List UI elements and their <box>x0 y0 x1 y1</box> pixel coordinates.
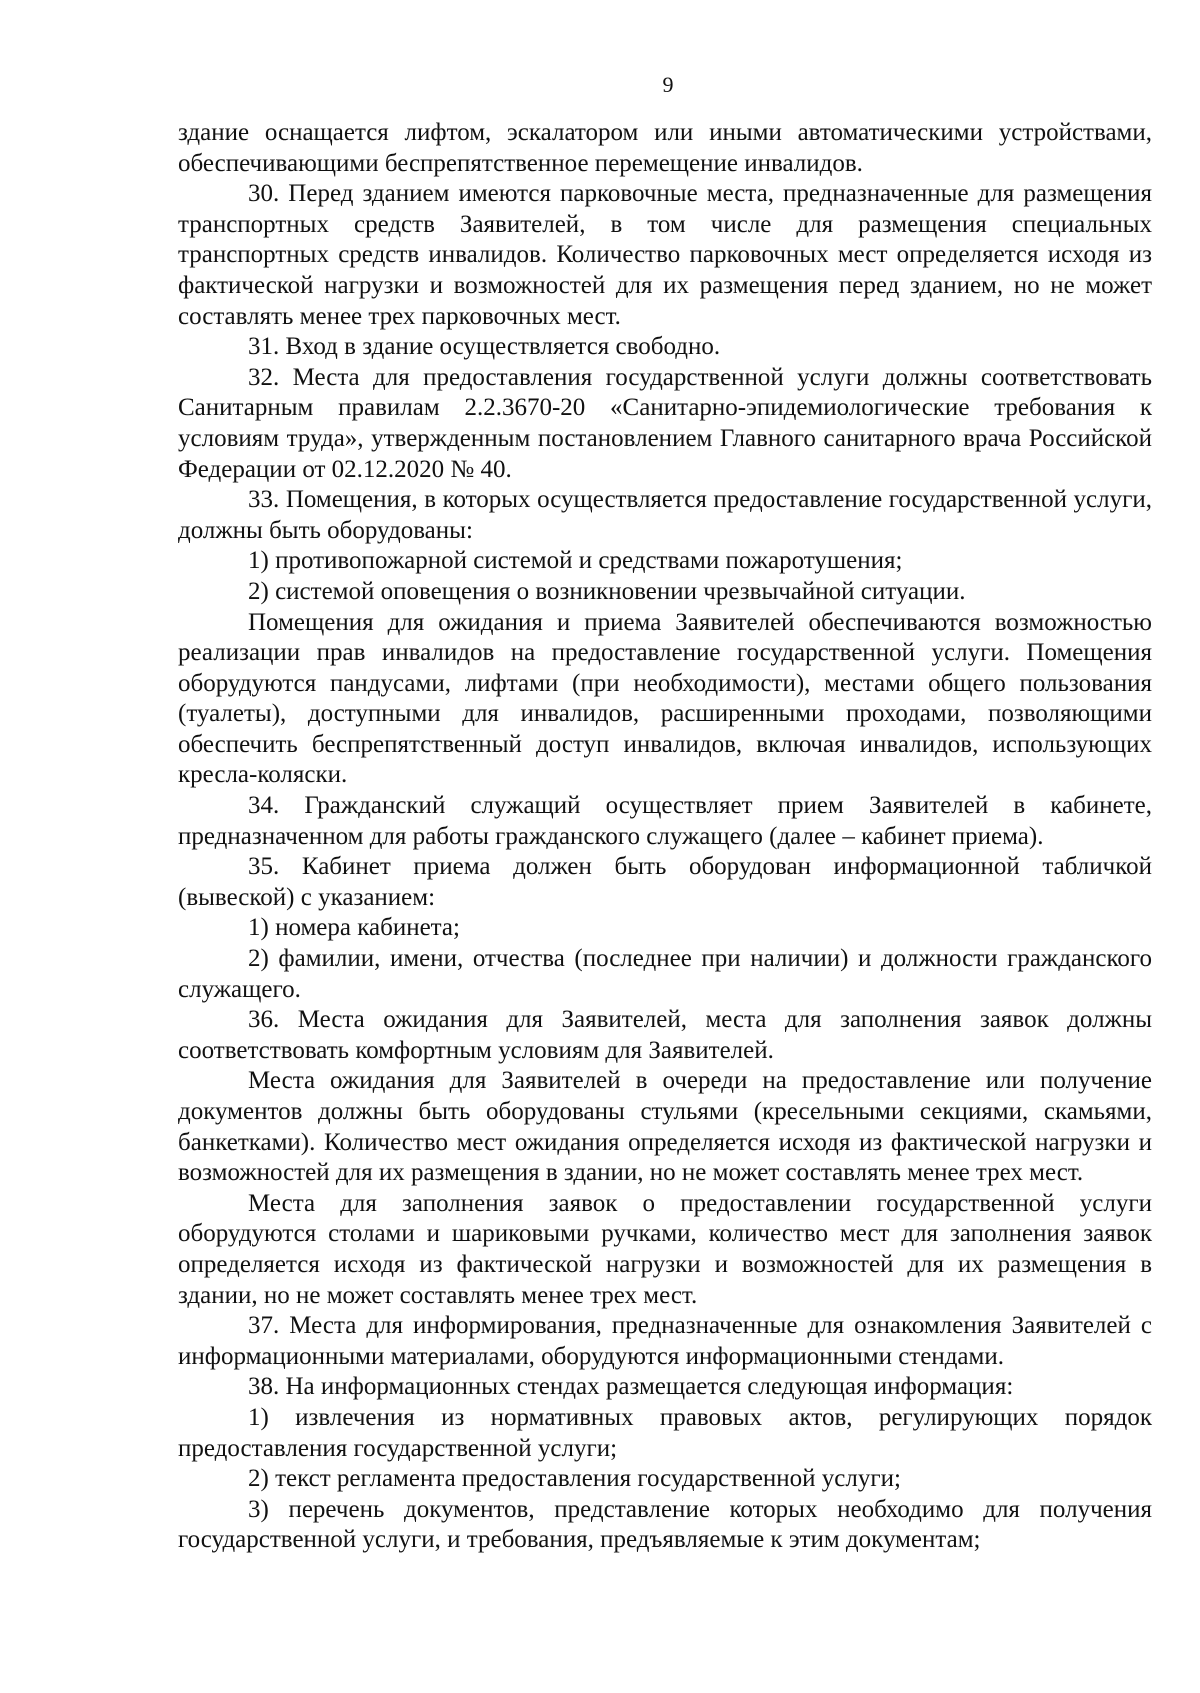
list-item: 2) текст регламента предоставления государственной услуги; <box>248 1465 901 1493</box>
list-item: 3) перечень документов, представление которых необходимо для получения государственной услуги, и требования, предъявляемые к этим документам; <box>178 1495 1152 1554</box>
list-item: 2) фамилии, имени, отчества (последнее при наличии) и должности гражданского служащего. <box>178 945 1152 1003</box>
paragraph-item-37: 37. Места для информирования, предназначенные для ознакомления Заявителей с информационными материалами, оборудуются информационными стендами. <box>178 1312 1152 1370</box>
paragraph-item-31: 31. Вход в здание осуществляется свободно. <box>248 333 721 361</box>
page-number: 9 <box>662 72 674 97</box>
paragraph: Помещения для ожидания и приема Заявителей обеспечиваются возможностью реализации прав инвалидов на предоставление государственной услуги. Помещения оборудуются пандусами, лифтами (при необходимости), местами общего пользования (туалеты), доступными для инвалидов, расширенными проходами, позволяющими обеспечить беспрепятственный доступ инвалидов, включая инвалидов, использующих кресла-коляски. <box>178 608 1152 789</box>
list-item: 1) номера кабинета; <box>248 914 460 942</box>
paragraph-item-33: 33. Помещения, в которых осуществляется предоставление государственной услуги, должны быть оборудованы: <box>178 486 1152 544</box>
list-item: 2) системой оповещения о возникновении чрезвычайной ситуации. <box>248 577 966 605</box>
paragraph-item-30: 30. Перед зданием имеются парковочные места, предназначенные для размещения транспортных средств Заявителей, в том числе для размещения специальных транспортных средств инвалидов. Количество парковочных мест определяется исходя из фактической нагрузки и возможностей для их размещения перед зданием, но не может составлять менее трех парковочных мест. <box>178 180 1152 330</box>
paragraph-item-32: 32. Места для предоставления государственной услуги должны соответствовать Санитарным правилам 2.2.3670-20 «Санитарно-эпидемиологические требования к условиям труда», утвержденным постановлением Главного санитарного врача Российской Федерации от 02.12.2020 № 40. <box>178 363 1152 483</box>
paragraph-item-38: 38. На информационных стендах размещается следующая информация: <box>248 1373 1014 1401</box>
paragraph: Места для заполнения заявок о предоставлении государственной услуги оборудуются столами и шариковыми ручками, количество мест для заполнения заявок определяется исходя из фактической нагрузки и возможностей для их размещения в здании, но не может составлять менее трех мест. <box>178 1189 1152 1309</box>
list-item: 1) противопожарной системой и средствами пожаротушения; <box>248 547 903 575</box>
paragraph-item-36: 36. Места ожидания для Заявителей, места для заполнения заявок должны соответствовать комфортным условиям для Заявителей. <box>178 1006 1152 1064</box>
document-body <box>178 118 1152 1556</box>
paragraph: Места ожидания для Заявителей в очереди на предоставление или получение документов должны быть оборудованы стульями (кресельными секциями, скамьями, банкетками). Количество мест ожидания определяется исходя из фактической нагрузки и возможностей для их размещения в здании, но не может составлять менее трех мест. <box>178 1067 1152 1187</box>
list-item: 1) извлечения из нормативных правовых актов, регулирующих порядок предоставления государственной услуги; <box>178 1403 1152 1462</box>
paragraph-item-35: 35. Кабинет приема должен быть оборудован информационной табличкой (вывеской) с указанием: <box>178 853 1152 911</box>
paragraph-item-34: 34. Гражданский служащий осуществляет прием Заявителей в кабинете, предназначенном для работы гражданского служащего (далее – кабинет приема). <box>178 792 1152 850</box>
paragraph: здание оснащается лифтом, эскалатором или иными автоматическими устройствами, обеспечивающими беспрепятственное перемещение инвалидов. <box>178 119 1152 177</box>
